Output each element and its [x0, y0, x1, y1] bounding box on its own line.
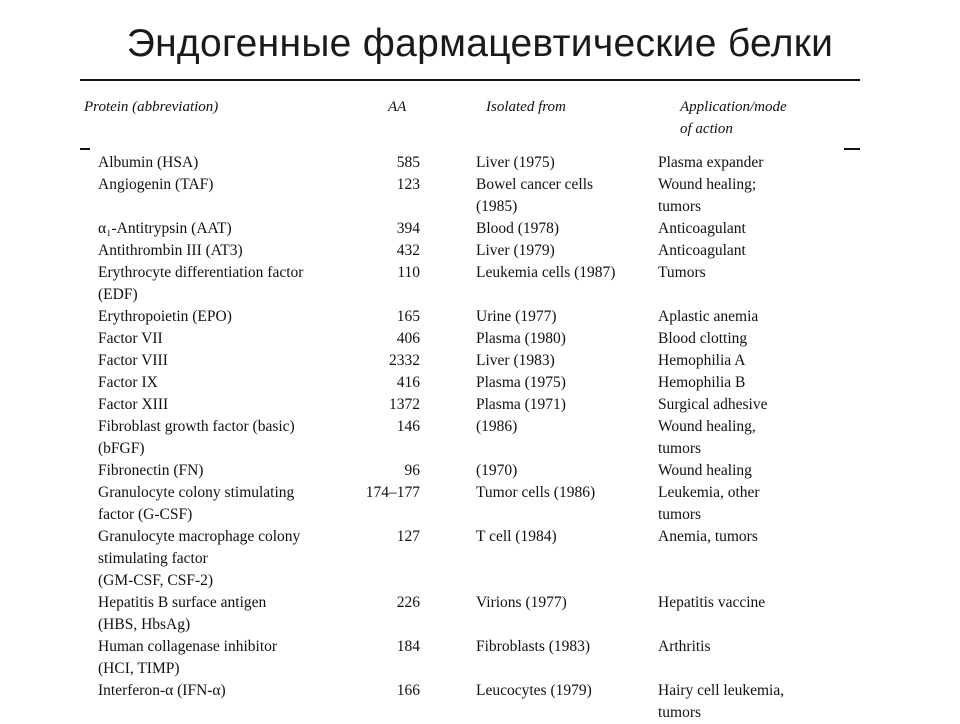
protein-name: Antithrombin III (AT3)	[98, 242, 243, 259]
application: Aplastic anemia	[658, 308, 759, 325]
slide-title: Эндогенные фармацевтические белки	[126, 22, 834, 65]
header-isolated-from: Isolated from	[486, 99, 566, 115]
protein-name: Granulocyte colony stimulating	[98, 484, 295, 501]
isolated-from: Plasma (1975)	[476, 374, 566, 391]
header-application-line2: of action	[680, 121, 733, 137]
application: tumors	[658, 198, 702, 215]
protein-name: Erythropoietin (EPO)	[98, 308, 232, 325]
header-rule-left-tick	[80, 148, 90, 150]
application: Hemophilia A	[658, 352, 746, 369]
amino-acid-count: 165	[396, 308, 420, 325]
protein-name: (bFGF)	[98, 440, 145, 457]
amino-acid-count: 2332	[389, 352, 420, 369]
isolated-from: Virions (1977)	[476, 594, 567, 611]
application: Hemophilia B	[658, 374, 746, 391]
header-protein: Protein (abbreviation)	[84, 99, 219, 115]
application: Leukemia, other	[658, 484, 760, 501]
protein-name: Granulocyte macrophage colony	[98, 528, 301, 545]
header-rule-right-tick	[844, 148, 860, 150]
amino-acid-count: 432	[396, 242, 420, 259]
application: Tumors	[658, 264, 706, 281]
application: Anemia, tumors	[658, 528, 758, 545]
application: tumors	[658, 704, 702, 721]
amino-acid-count: 166	[396, 682, 420, 699]
application: Hairy cell leukemia,	[658, 682, 785, 699]
application: Arthritis	[658, 638, 711, 655]
application: Anticoagulant	[658, 242, 746, 259]
protein-name: Fibronectin (FN)	[98, 462, 204, 479]
amino-acid-count: 174–177	[365, 484, 420, 501]
application: Wound healing	[658, 462, 752, 479]
protein-name: Factor VIII	[98, 352, 168, 369]
application: Wound healing,	[658, 418, 756, 435]
header-aa: AA	[388, 99, 407, 115]
application: Blood clotting	[658, 330, 748, 347]
amino-acid-count: 96	[404, 462, 420, 479]
protein-name: Factor VII	[98, 330, 163, 347]
isolated-from: Liver (1975)	[476, 154, 555, 171]
protein-name: factor (G-CSF)	[98, 506, 193, 523]
isolated-from: Plasma (1980)	[476, 330, 566, 347]
protein-name: α₁-Antitrypsin (AAT)	[98, 220, 232, 237]
isolated-from: Plasma (1971)	[476, 396, 566, 413]
application: Anticoagulant	[658, 220, 746, 237]
protein-name: Factor IX	[98, 374, 158, 391]
isolated-from: (1985)	[476, 198, 518, 215]
amino-acid-count: 146	[396, 418, 420, 435]
isolated-from: Tumor cells (1986)	[476, 484, 596, 501]
isolated-from: (1970)	[476, 462, 518, 479]
isolated-from: Bowel cancer cells	[476, 176, 594, 193]
protein-name: (EDF)	[98, 286, 138, 303]
amino-acid-count: 123	[396, 176, 420, 193]
application: Surgical adhesive	[658, 396, 768, 413]
amino-acid-count: 416	[396, 374, 420, 391]
header-application-line1: Application/mode	[680, 99, 787, 115]
amino-acid-count: 226	[396, 594, 420, 611]
isolated-from: (1986)	[476, 418, 518, 435]
protein-name: Fibroblast growth factor (basic)	[98, 418, 295, 435]
isolated-from: Liver (1983)	[476, 352, 555, 369]
protein-name: Hepatitis B surface antigen	[98, 594, 267, 611]
protein-name: Interferon-α (IFN-α)	[98, 682, 226, 699]
protein-name: Factor XIII	[98, 396, 169, 413]
isolated-from: Blood (1978)	[476, 220, 560, 237]
isolated-from: T cell (1984)	[476, 528, 557, 545]
protein-name: (HBS, HbsAg)	[98, 616, 191, 633]
protein-name: (GM-CSF, CSF-2)	[98, 572, 214, 589]
isolated-from: Urine (1977)	[476, 308, 557, 325]
protein-name: Albumin (HSA)	[98, 154, 199, 171]
isolated-from: Fibroblasts (1983)	[476, 638, 591, 655]
amino-acid-count: 110	[397, 264, 420, 281]
protein-name: Angiogenin (TAF)	[98, 176, 214, 193]
application: tumors	[658, 440, 702, 457]
protein-name: Erythrocyte differentiation factor	[98, 264, 304, 281]
protein-name: stimulating factor	[98, 550, 208, 567]
protein-name: Human collagenase inhibitor	[98, 638, 278, 655]
application: Hepatitis vaccine	[658, 594, 766, 611]
amino-acid-count: 585	[396, 154, 420, 171]
amino-acid-count: 1372	[389, 396, 420, 413]
protein-name: (HCI, TIMP)	[98, 660, 180, 677]
application: Plasma expander	[658, 154, 764, 171]
amino-acid-count: 406	[396, 330, 420, 347]
amino-acid-count: 394	[396, 220, 420, 237]
amino-acid-count: 184	[396, 638, 420, 655]
title-underline	[80, 79, 860, 81]
isolated-from: Leukemia cells (1987)	[476, 264, 616, 281]
amino-acid-count: 127	[396, 528, 420, 545]
application: Wound healing;	[658, 176, 757, 193]
isolated-from: Leucocytes (1979)	[476, 682, 592, 699]
isolated-from: Liver (1979)	[476, 242, 555, 259]
application: tumors	[658, 506, 702, 523]
